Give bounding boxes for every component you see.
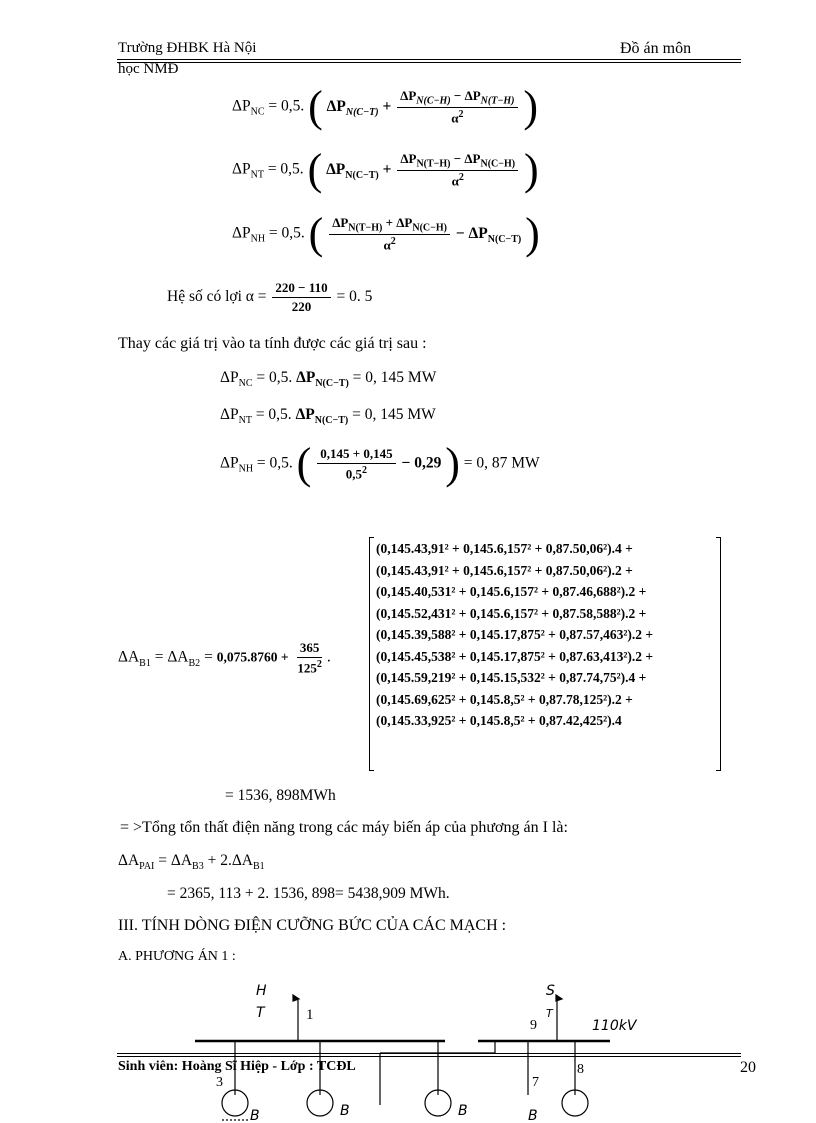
label-9: 9 bbox=[530, 1018, 537, 1033]
formula-pnt: $\Delta P_{NT} = 0,5$. ( $\Delta P_{N(C-T)}$ + $\frac{\Delta P_{N(T-H)} - \Delta P_{N(C-H)}}{\alpha^2}$ ) bbox=[232, 145, 539, 194]
header-subject: Đồ án môn bbox=[620, 40, 692, 57]
diagram-svg bbox=[180, 975, 640, 1123]
alpha-line: Hệ số có lợi α = $\frac{220 - 110}{220}$ = 0. 5 bbox=[167, 280, 373, 314]
label-b3: B bbox=[458, 1103, 468, 1119]
label-s: S bbox=[546, 983, 555, 999]
arrow-st bbox=[556, 995, 562, 1001]
formula-pnh: $\Delta P_{NH} = 0,5$. ( $\frac{\Delta P_{N(T-H)} + \Delta P_{N(C-H)}}{\alpha^2}$ − $\Delta P_{N(C-T)}$ ) bbox=[232, 209, 540, 258]
energy-row: (0,145.43,91² + 0,145.6,157² + 0,87.50,06²).4 + bbox=[376, 541, 633, 556]
formula-pnc: $\Delta P_{NC} = 0,5$. ( $\Delta P_{N(C-T)}$ + $\frac{\Delta P_{N(C-H)} - \Delta P_{N(T-H)}}{\alpha^2}$ ) bbox=[232, 82, 539, 131]
energy-row: (0,145.39,588² + 0,145.17,875² + 0,87.57,463²).2 + bbox=[376, 627, 654, 642]
footer-rule-top bbox=[117, 1053, 741, 1054]
header-school: Trường ĐHBK Hà Nội bbox=[118, 40, 257, 56]
energy-row: (0,145.69,625² + 0,145.8,5² + 0,87.78,125²).2 + bbox=[376, 691, 633, 707]
result-nt: $\Delta P_{NT} = 0,5$. $\Delta P_{N(C-T)} = 0$, 145 MW bbox=[220, 406, 436, 427]
energy-bracket-right bbox=[716, 537, 721, 771]
section-title: III. TÍNH DÒNG ĐIỆN CƯỠNG BỨC CỦA CÁC MẠCH : bbox=[118, 917, 507, 934]
energy-bracket-left bbox=[369, 537, 374, 771]
pai-result: = 2365, 113 + 2. 1536, 898= 5438,909 MWh. bbox=[167, 885, 450, 902]
label-t2: T bbox=[546, 1007, 553, 1020]
energy-matrix bbox=[376, 538, 653, 732]
total-text: = >Tổng tổn thất điện năng trong các máy biến áp của phương án I là: bbox=[120, 819, 568, 836]
footer-page-number: 20 bbox=[740, 1059, 756, 1076]
energy-result: = 1536, 898MWh bbox=[225, 787, 336, 804]
pai-formula: $\Delta A_{PAI} = \Delta A_{B3} + 2.\Delta A_{B1}$ bbox=[118, 852, 265, 873]
subsection-title: A. PHƯƠNG ÁN 1 : bbox=[118, 949, 236, 964]
header-subject-cont: học NMĐ bbox=[118, 61, 179, 77]
header-rule-bottom bbox=[117, 62, 741, 63]
footer-student: Sinh viên: Hoàng Sĩ Hiệp - Lớp : TCĐL bbox=[118, 1059, 356, 1074]
label-h: H bbox=[256, 983, 267, 999]
label-t1: T bbox=[256, 1005, 265, 1021]
result-nc: $\Delta P_{NC} = 0,5$. $\Delta P_{N(C-T)} = 0$, 145 MW bbox=[220, 369, 437, 390]
energy-lhs: $\Delta A_{B1} = \Delta A_{B2} = 0,075.8760$ + $\frac{365}{125^2}$ . bbox=[118, 640, 331, 676]
result-nh: $\Delta P_{NH} = 0,5$. ( $\frac{0,145 + 0,145}{0,5^2}$ − 0,29 ) = 0, 87 MW bbox=[220, 439, 540, 488]
footer-rule-bottom bbox=[117, 1056, 741, 1057]
energy-row: (0,145.33,925² + 0,145.8,5² + 0,87.42,425²).4 bbox=[376, 713, 622, 728]
label-3: 3 bbox=[216, 1075, 223, 1090]
label-kv: 110kV bbox=[592, 1018, 637, 1034]
energy-row: (0,145.45,538² + 0,145.17,875² + 0,87.63,413²).2 + bbox=[376, 648, 654, 664]
label-7: 7 bbox=[532, 1075, 539, 1090]
energy-row: (0,145.59,219² + 0,145.15,532² + 0,87.74,75²).4 + bbox=[376, 670, 647, 685]
label-1: 1 bbox=[306, 1007, 314, 1023]
energy-row: (0,145.40,531² + 0,145.6,157² + 0,87.46,688²).2 + bbox=[376, 584, 647, 599]
label-b2: B bbox=[340, 1103, 350, 1119]
energy-row: (0,145.52,431² + 0,145.6,157² + 0,87.58,588²).2 + bbox=[376, 605, 647, 621]
label-b4: B bbox=[528, 1108, 538, 1123]
label-8: 8 bbox=[577, 1062, 584, 1077]
label-b1: B bbox=[250, 1108, 260, 1123]
energy-row: (0,145.43,91² + 0,145.6,157² + 0,87.50,06²).2 + bbox=[376, 562, 633, 578]
header-rule-top bbox=[117, 59, 741, 60]
substitute-text: Thay các giá trị vào ta tính được các giá trị sau : bbox=[118, 335, 427, 352]
